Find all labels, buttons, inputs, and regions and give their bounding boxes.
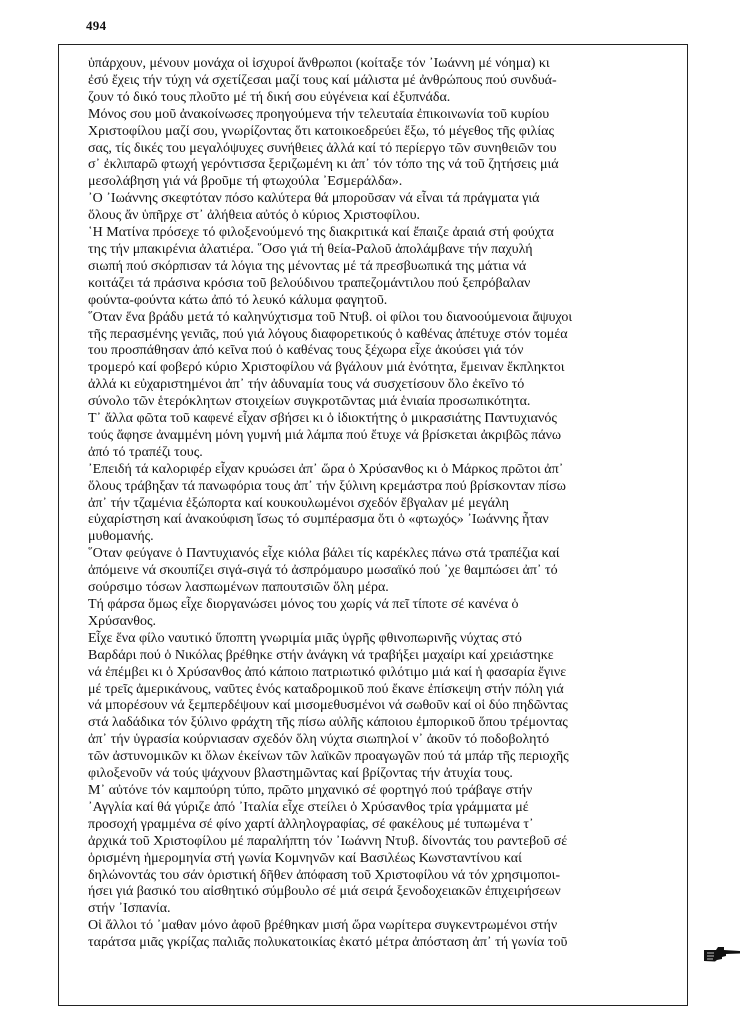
text-line: ἀπόμεινε νά σκουπίζει σιγά-σιγά τό ἀσπρόμαυρο μωσαϊκό πού ᾿χε θαμπώσει ἀπ᾿ τό — [88, 563, 558, 579]
text-line: ἀπ᾿ τήν τζαμένια ἐξώπορτα καί κουκουλωμένοι σχεδόν ἔβγαλαν μέ μεγάλη — [88, 495, 509, 511]
text-line: της τήν μπακιρένια ἀλατιέρα. ῞Οσο γιά τή θεία-Ραλοῦ ἀπολάμβανε τήν παχυλή — [88, 241, 533, 257]
text-line: ἐσύ ἔχεις τήν τύχη νά σχετίζεσαι μαζί τους καί μάλιστα μέ ἀνθρώπους πού συνδυά- — [88, 72, 557, 88]
text-line: Χρύσανθος. — [88, 613, 156, 629]
text-line: ἀρχικά τοῦ Χριστοφίλου μέ παραλήπτη τόν ᾿Ιωάννη Ντυβ. δίνοντάς του ραντεβοῦ σέ — [88, 833, 568, 849]
text-line: τρομερό καί φοβερό κύριο Χριστοφίλου νά βγάλουν μιά ἑνότητα, ἔμειναν ἔκπληκτοι — [88, 360, 565, 376]
text-line: ᾿Επειδή τά καλοριφέρ εἶχαν κρυώσει ἀπ᾿ ὥρα ὁ Χρύσανθος κι ὁ Μάρκος πρῶτοι ἀπ᾿ — [88, 461, 564, 477]
text-line: ᾿Αγγλία καί θά γύριζε ἀπό ᾿Ιταλία εἶχε στείλει ὁ Χρύσανθος τρία γράμματα μέ — [88, 799, 529, 815]
paragraph — [88, 56, 684, 107]
text-line: φιλοξενοῦν νά τούς ψάχνουν βλαστημῶντας καί βρίζοντας τήν ἀτυχία τους. — [88, 766, 513, 782]
text-line: τῶν ἀστυνομικῶν κι ὅλων ἐκείνων τῶν λαϊκῶν προαγωγῶν πού τά μπάρ τῆς περιοχῆς — [88, 749, 569, 765]
text-line: σιωπή πού σκόρπισαν τά λόγια της μένοντας μέ τά πρεσβυωπικά της μάτια νά — [88, 258, 527, 274]
text-line: Τ᾿ ἄλλα φῶτα τοῦ καφενέ εἶχαν σβήσει κι ὁ ἰδιοκτήτης ὁ μικρασιάτης Παντυχιανός — [88, 411, 557, 427]
text-line: σας, τίς δικές του μεγαλόψυχες συνήθειες ἀλλά καί τό περίεργο τῶν συνηθειῶν του — [88, 140, 557, 156]
text-line: ῾Η Ματίνα πρόσεχε τό φιλοξενούμενό της διακριτικά καί ἔπαιζε ἀραιά στή φούχτα — [88, 225, 554, 241]
paragraph — [88, 546, 684, 597]
text-line: ὅλους τράβηξαν τά πανωφόρια τους ἀπ᾿ τήν ξύλινη κρεμάστρα πού βρίσκονταν πίσω — [88, 478, 566, 494]
text-line: Βαρδάρι πού ὁ Νικόλας βρέθηκε στήν ἀνάγκη νά τραβήξει μαχαίρι καί χρειάστηκε — [88, 647, 554, 663]
text-line: σ᾿ ἐκλιπαρῶ φτωχή γερόντισσα ξεριζωμένη κι ἀπ᾿ τόν τόπο της νά τοῦ ζητήσεις μιά — [88, 157, 559, 173]
text-line: ὑπάρχουν, μένουν μονάχα οἱ ἰσχυροί ἄνθρωποι (κοίταξε τόν ᾿Ιωάννη μέ νόημα) κι — [88, 56, 550, 71]
paragraph — [88, 225, 684, 310]
text-line: τῆς περασμένης γενιᾶς, πού γιά λόγους διαφορετικούς ὁ καθένας ἀπέτυχε στόν τομέα — [88, 326, 568, 342]
text-line: φούντα-φούντα κάτω ἀπό τό λευκό κάλυμα φαγητοῦ. — [88, 292, 388, 308]
paragraph — [88, 597, 684, 631]
text-line: ζουν τό δικό τους πλοῦτο μέ τή δική σου εὐγένεια καί ἐξυπνάδα. — [88, 89, 451, 105]
text-line: Μ᾿ αὐτόνε τόν καμπούρη τύπο, πρῶτο μηχανικό σέ φορτηγό πού τράβαγε στήν — [88, 782, 533, 798]
text-line: Τή φάρσα ὅμως εἶχε διοργανώσει μόνος του χωρίς νά πεῖ τίποτε σέ κανένα ὁ — [88, 597, 519, 612]
paragraph — [88, 411, 684, 462]
text-line: μεσολάβηση γιά νά βροῦμε τή φτωχούλα ᾿Εσμεράλδα». — [88, 174, 403, 190]
text-line: ὁρισμένη ἡμερομηνία στή γωνία Κομνηνῶν καί Βασιλέως Κωνσταντίνου καί — [88, 850, 522, 866]
text-line: τούς ἄφησε ἀναμμένη μόνη γυμνή μιά λάμπα πού ἔτυχε νά βρίσκεται ἀκριβῶς πάνω — [88, 427, 562, 443]
text-line: ταράτσα μιᾶς γκρίζας παλιᾶς πολυκατοικίας ἑκατό μέτρα ἀπόσταση ἀπ᾿ τή γωνία τοῦ — [88, 935, 568, 951]
text-line: Μόνος σου μοῦ ἀνακοίνωσες προηγούμενα τήν τελευταία ἐπικοινωνία τοῦ κυρίου — [88, 106, 550, 122]
paragraph — [88, 191, 684, 225]
text-line: κοιτάζει τά πράσινα κρόσια τοῦ βελούδινου τραπεζομάντιλου πού ξεπρόβαλαν — [88, 275, 531, 291]
text-line: ῞Οταν φεύγανε ὁ Παντυχιανός εἶχε κιόλα βάλει τίς καρέκλες πάνω στά τραπέζια καί — [88, 546, 560, 562]
text-line: στήν ᾿Ισπανία. — [88, 901, 171, 917]
text-line: ὅλους ἄν ὑπῆρχε στ᾿ ἀλήθεια αὐτός ὁ κύριος Χριστοφίλου. — [88, 208, 420, 224]
text-line: ἀλλά κι εὐχαριστημένοι ἀπ᾿ τήν ἀδυναμία τους νά συσχετίσουν ὅλο ἐκεῖνο τό — [88, 377, 525, 393]
body-text — [88, 56, 684, 952]
text-line: ήσει γιά βασικό του αἰσθητικό σύμβουλο σέ μιά σειρά ξενοδοχειακῶν ἐπιχειρήσεων — [88, 884, 561, 900]
text-line: στά λαδάδικα τόν ξύλινο φράχτη τῆς πίσω αὐλῆς κάποιου ἐμπορικοῦ ὅπου τρέμοντας — [88, 715, 568, 731]
text-line: νά ἐπέμβει κι ὁ Χρύσανθος ἀπό κάποιο πατριωτικό φιλότιμο μιά καί ἡ φασαρία ἔγινε — [88, 664, 567, 680]
paragraph — [88, 462, 684, 547]
text-line: εὐχαρίστηση καί ἀνακούφιση ἴσως τό συμπέρασμα ὅτι ὁ «φτωχός» ᾿Ιωάννης ἦταν — [88, 512, 549, 528]
text-line: Οἱ ἄλλοι τό ᾿μαθαν μόνο ἀφοῦ βρέθηκαν μισή ὥρα νωρίτερα συγκεντρωμένοι στήν — [88, 918, 558, 934]
text-line: μυθομανής. — [88, 529, 154, 545]
paragraph — [88, 631, 684, 783]
page-number: 494 — [86, 18, 107, 33]
text-line: ῞Οταν ἕνα βράδυ μετά τό καληνύχτισμα τοῦ Ντυβ. οἱ φίλοι του διανοούμενοια ἄψυχοι — [88, 309, 573, 325]
text-line: προσοχή γραμμένα σέ φίνο χαρτί ἀλληλογραφίας, σέ φακέλους μέ τυπωμένα τ᾿ — [88, 816, 534, 832]
text-line: ἀπ᾿ τήν ὑγρασία κούρνιασαν σχεδόν ὅλη νύχτα σιωπηλοί ν᾿ ἀκοῦν τό ποδοβολητό — [88, 732, 550, 748]
paragraph — [88, 783, 684, 918]
text-line: Χριστοφίλου μαζί σου, γνωρίζοντας ὅτι κατοικοεδρεύει ἔξω, τό μέγεθος τῆς φιλίας — [88, 123, 554, 139]
text-line: σύνολο τῶν ἑτερόκλητων στοιχείων συγκροτῶντας μιά ἑνιαία προσωπικότητα. — [88, 394, 531, 410]
text-line: ἀπό τό τραπέζι τους. — [88, 444, 203, 460]
paragraph — [88, 918, 684, 952]
text-line: σούρσιμο τόσων λασπωμένων παπουτσιῶν ὅλη μέρα. — [88, 580, 389, 596]
text-line: ᾿Ο ᾿Ιωάννης σκεφτόταν πόσο καλύτερα θά μποροῦσαν νά εἶναι τά πράγματα γιά — [88, 191, 540, 207]
text-line: δηλώνοντάς του σάν ὁριστική δῆθεν ἀπόφαση τοῦ Χριστοφίλου νά τόν χρησιμοποι- — [88, 867, 561, 883]
text-line: του προσπάθησαν ἀπό κεῖνα πού ὁ καθένας τους ξέχωρα εἶχε ἀκούσει γιά τόν — [88, 343, 524, 359]
paragraph — [88, 310, 684, 411]
pointing-hand-icon — [702, 944, 742, 964]
text-line: Εἶχε ἕνα φίλο ναυτικό ὕποπτη γνωριμία μιᾶς ὑγρῆς φθινοπωρινῆς νύχτας στό — [88, 630, 522, 646]
text-line: μέ τρεῖς ἀμερικάνους, ναῦτες ἑνός καταδρομικοῦ πού ἔκανε ἐπίσκεψη στήν πόλη γιά — [88, 681, 564, 697]
text-line: νά μπορέσουν νά ξεμπερδέψουν καί μισομεθυσμένοι νά σωθοῦν καί οἱ δύο πηδῶντας — [88, 698, 568, 714]
paragraph — [88, 107, 684, 192]
